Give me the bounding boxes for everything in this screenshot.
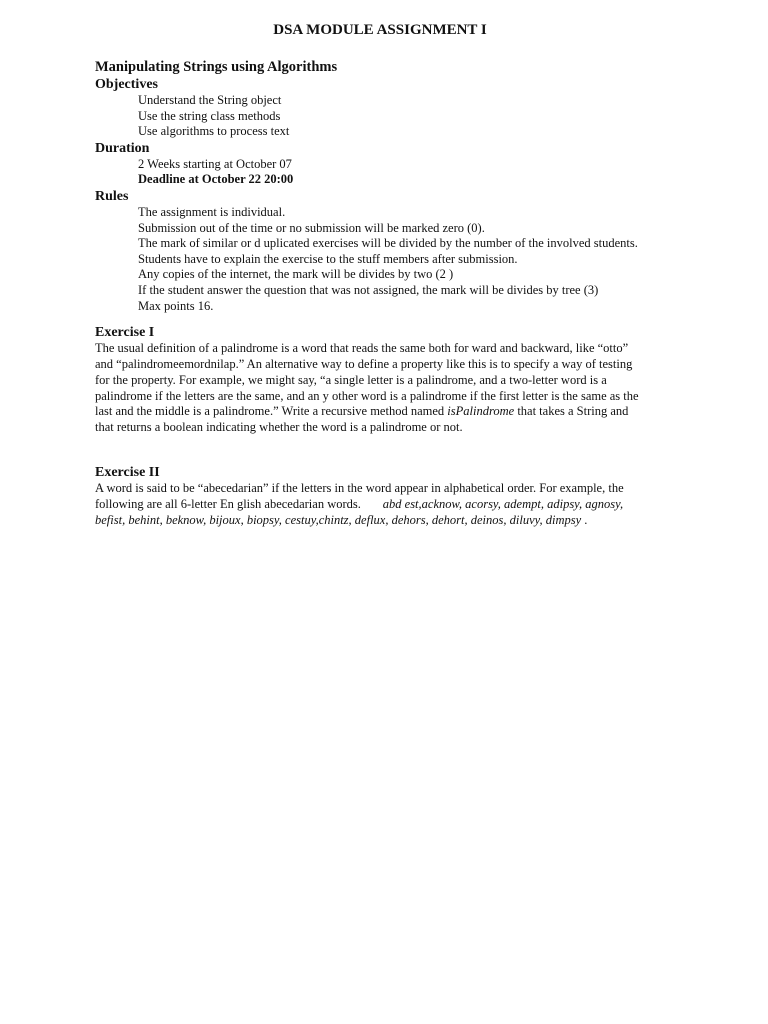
spacer bbox=[95, 436, 645, 464]
document-body bbox=[95, 58, 645, 528]
objectives-heading: Objectives bbox=[95, 77, 158, 92]
exercise-2-text-part1: A word is said to be “abecedarian” if the letters in the word appear in alphabetical order. For example, the following are all 6-letter En glish abecedarian words. bbox=[95, 480, 627, 511]
objective-item: Use the string class methods bbox=[138, 108, 281, 123]
document-subtitle: Manipulating Strings using Algorithms bbox=[95, 59, 338, 75]
duration-list bbox=[95, 157, 645, 188]
exercise-2-heading: Exercise II bbox=[95, 464, 160, 480]
exercise-1-heading: Exercise I bbox=[95, 325, 155, 341]
rule-item: The mark of similar or d uplicated exercises will be divided by the number of the involved students. bbox=[138, 236, 638, 251]
rule-item: Submission out of the time or no submission will be marked zero (0). bbox=[138, 220, 485, 235]
duration-deadline: Deadline at October 22 20:00 bbox=[138, 172, 294, 187]
rule-item: Students have to explain the exercise to the stuff members after submission. bbox=[138, 251, 518, 266]
exercise-1-text-part1: The usual definition of a palindrome is a word that reads the same both for ward and backward, like “otto” and “palindromeemordnilap.” An alternative way to define a property like this is to specify a way of testing for the property. For example, we might say, “a single letter is a palindrome, and a two-letter word is a palindrome if the letters are the same, and an y other word is a palindrome if the first letter is the same as the last and the middle is a palindrome.” Write a recursive method named bbox=[95, 341, 639, 419]
objectives-list bbox=[95, 93, 645, 140]
exercise-1-text-part2: that takes a String and that returns a boolean indicating whether the word is a palindrome or not. bbox=[95, 404, 629, 435]
exercise-1-method-name: isPalindrome bbox=[447, 404, 515, 419]
objective-item: Use algorithms to process text bbox=[138, 124, 290, 139]
objective-item: Understand the String object bbox=[138, 93, 282, 107]
rule-item: The assignment is individual. bbox=[138, 204, 286, 219]
exercise-1-text bbox=[95, 341, 645, 436]
duration-start: 2 Weeks starting at October 07 bbox=[138, 156, 292, 171]
exercise-2-text-part2: . bbox=[581, 512, 588, 527]
document-title: DSA MODULE ASSIGNMENT I bbox=[273, 22, 487, 38]
rule-item: If the student answer the question that was not assigned, the mark will be divides by tree (3) bbox=[138, 282, 599, 297]
rule-item: Any copies of the internet, the mark will be divides by two (2 ) bbox=[138, 267, 454, 282]
rules-list bbox=[95, 205, 645, 314]
duration-heading: Duration bbox=[95, 140, 150, 156]
exercise-2-text bbox=[95, 481, 645, 528]
exercise-2-word-list: abd est,acknow, acorsy, adempt, adipsy, agnosy, befist, behint, beknow, bijoux, biopsy, cestuy,chintz, deflux, dehors, dehort, deinos, diluvy, dimpsy bbox=[95, 496, 624, 527]
rule-item: Max points 16. bbox=[138, 298, 214, 313]
spacer bbox=[95, 314, 645, 324]
rules-heading: Rules bbox=[95, 188, 129, 204]
